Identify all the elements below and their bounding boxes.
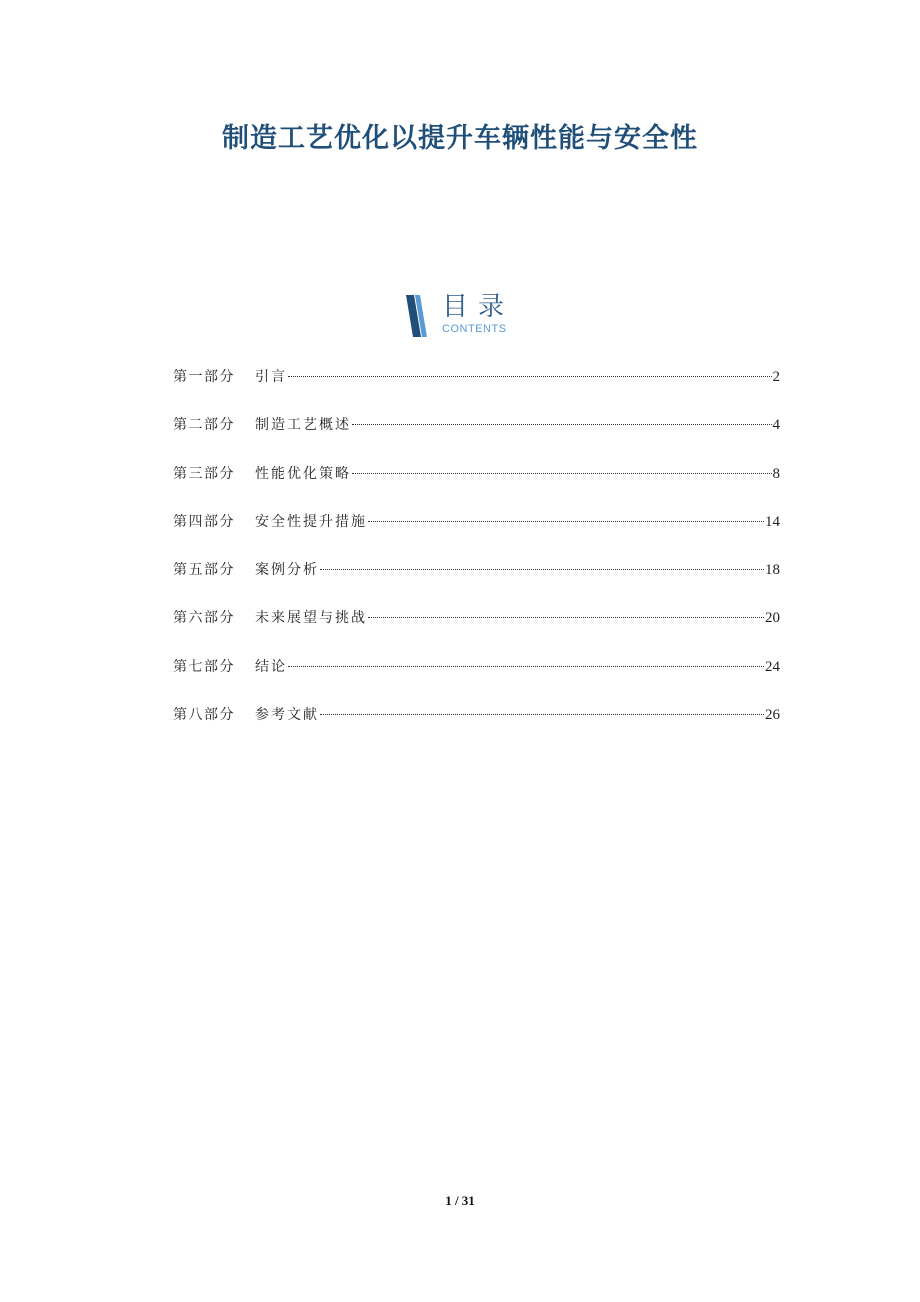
toc-entry-references[interactable] [173, 704, 780, 752]
toc-leader-dots [288, 666, 764, 667]
toc-entry-title: 案例分析 [255, 562, 319, 579]
toc-entry-page: 8 [772, 465, 780, 482]
toc-entry-title: 性能优化策略 [255, 465, 351, 482]
toc-entry-part: 第八部分 [173, 707, 235, 724]
toc-entry-part: 第一部分 [173, 369, 235, 385]
toc-entry-title: 制造工艺概述 [255, 417, 351, 434]
toc-leader-dots [368, 521, 764, 522]
toc-entry-page: 2 [772, 369, 780, 385]
toc-entry-page: 14 [765, 513, 780, 530]
toc-title: 目录 [442, 292, 515, 322]
toc-entry-part: 第四部分 [173, 513, 235, 530]
page-number-indicator: 1 / 31 [445, 1193, 475, 1208]
toc-list [173, 366, 780, 752]
toc-leader-dots [288, 376, 772, 377]
toc-subtitle: CONTENTS [442, 323, 507, 335]
toc-entry-title: 安全性提升措施 [255, 513, 367, 530]
toc-entry-title: 参考文献 [255, 707, 319, 724]
toc-entry-introduction[interactable] [173, 366, 780, 414]
toc-leader-dots [352, 424, 772, 425]
toc-entry-part: 第三部分 [173, 465, 235, 482]
toc-entry-manufacturing-overview[interactable] [173, 414, 780, 462]
document-title: 制造工艺优化以提升车辆性能与安全性 [222, 123, 698, 154]
toc-leader-dots [320, 714, 764, 715]
toc-entry-page: 26 [765, 707, 780, 724]
book-spine-logo-icon [405, 294, 429, 338]
toc-entry-case-study[interactable] [173, 559, 780, 607]
toc-entry-title: 结论 [255, 658, 287, 675]
toc-entry-conclusion[interactable] [173, 656, 780, 704]
toc-leader-dots [352, 473, 772, 474]
toc-entry-page: 18 [765, 562, 780, 579]
toc-entry-performance-strategy[interactable] [173, 463, 780, 511]
toc-leader-dots [320, 569, 764, 570]
toc-entry-part: 第七部分 [173, 658, 235, 675]
toc-entry-page: 20 [765, 610, 780, 627]
toc-entry-part: 第二部分 [173, 417, 235, 434]
toc-leader-dots [368, 617, 764, 618]
toc-entry-title: 未来展望与挑战 [255, 610, 367, 627]
toc-entry-part: 第六部分 [173, 610, 235, 627]
toc-heading [405, 292, 535, 340]
toc-entry-page: 24 [765, 658, 780, 675]
toc-entry-title: 引言 [255, 369, 287, 385]
toc-entry-future-outlook[interactable] [173, 607, 780, 655]
toc-entry-page: 4 [772, 417, 780, 434]
toc-entry-safety-measures[interactable] [173, 511, 780, 559]
toc-entry-part: 第五部分 [173, 562, 235, 579]
